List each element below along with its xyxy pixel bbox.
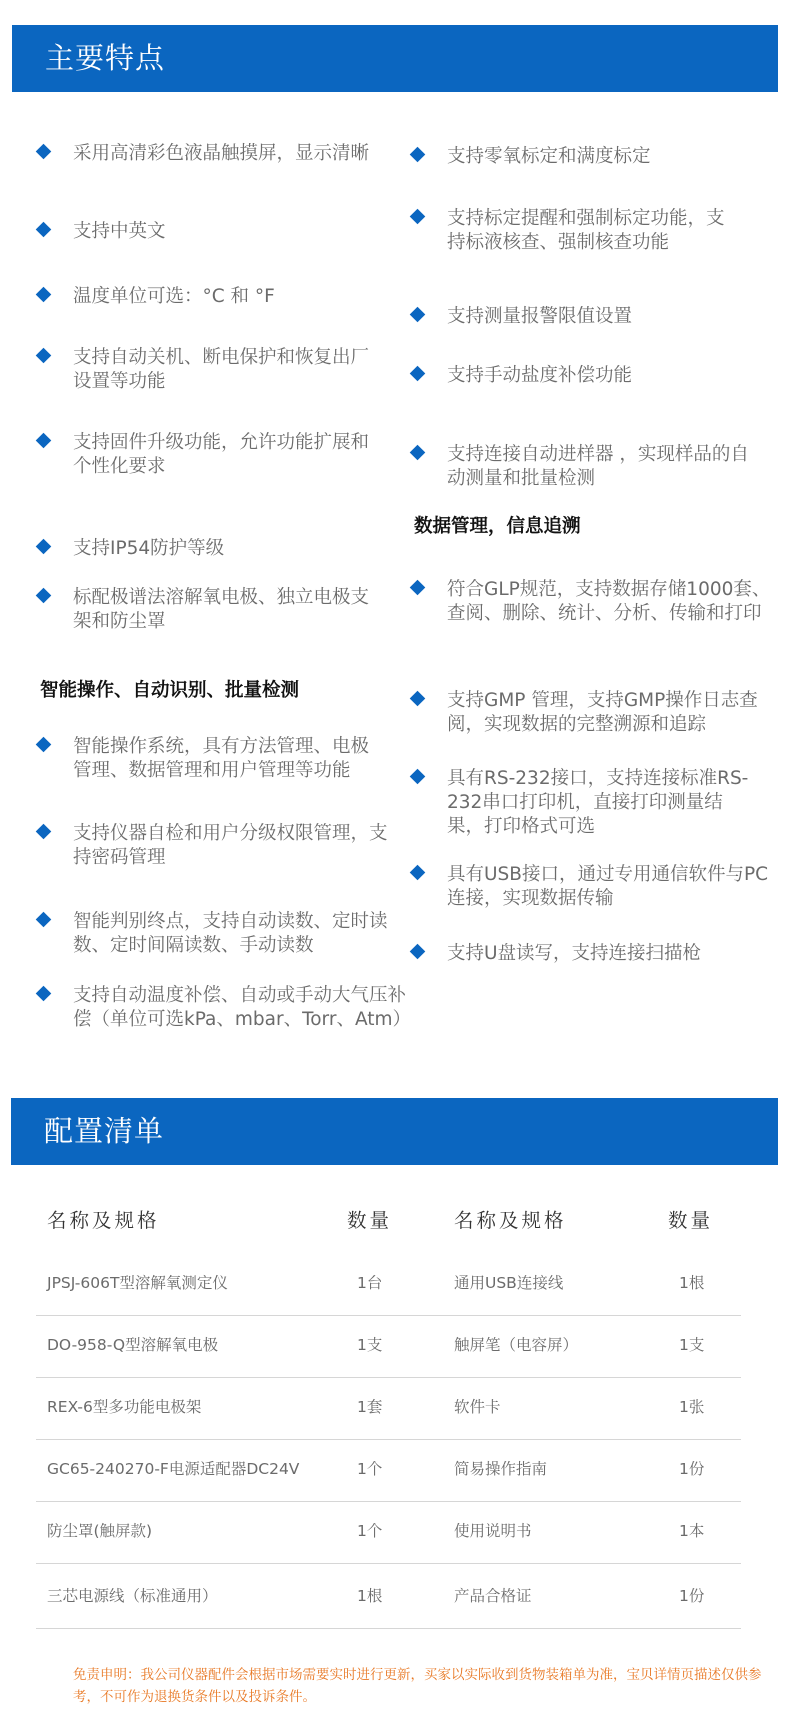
row-divider xyxy=(36,1563,741,1564)
feature-text: 支持标定提醒和强制标定功能，支持标液核查、强制核查功能 xyxy=(447,208,725,253)
item-name: 产品合格证 xyxy=(454,1587,532,1605)
item-name: DO-958-Q型溶解氧电极 xyxy=(47,1336,219,1354)
item-name: 三芯电源线（标准通用） xyxy=(47,1587,218,1605)
right-subheading: 数据管理，信息追溯 xyxy=(414,516,581,537)
feature-text: 支持自动关机、断电保护和恢复出厂设置等功能 xyxy=(73,347,370,392)
feature-text: 支持IP54防护等级 xyxy=(73,538,225,559)
item-name: 软件卡 xyxy=(454,1398,501,1416)
item-name: 触屏笔（电容屏） xyxy=(454,1336,579,1354)
item-qty: 1套 xyxy=(357,1398,383,1416)
features-banner xyxy=(12,25,778,92)
feature-text: 支持零氧标定和满度标定 xyxy=(447,146,651,167)
table-row xyxy=(36,1378,741,1440)
diamond-bullet-icon xyxy=(36,287,52,303)
diamond-bullet-icon xyxy=(410,307,426,323)
diamond-bullet-icon xyxy=(36,539,52,555)
features-title: 主要特点 xyxy=(45,41,166,75)
item-qty: 1根 xyxy=(357,1587,383,1605)
item-qty: 1本 xyxy=(679,1522,705,1540)
diamond-bullet-icon xyxy=(36,433,52,449)
header-qty-right: 数量 xyxy=(668,1209,714,1232)
item-qty: 1支 xyxy=(679,1336,705,1354)
feature-text: 智能判别终点，支持自动读数、定时读数、定时间隔读数、手动读数 xyxy=(73,911,388,956)
header-qty-left: 数量 xyxy=(347,1209,393,1232)
item-qty: 1个 xyxy=(357,1460,383,1478)
row-divider xyxy=(36,1628,741,1629)
item-qty: 1根 xyxy=(679,1274,705,1292)
header-name-left: 名称及规格 xyxy=(47,1209,160,1232)
diamond-bullet-icon xyxy=(36,588,52,604)
item-name: 通用USB连接线 xyxy=(454,1274,564,1292)
item-qty: 1台 xyxy=(357,1274,383,1292)
table-row xyxy=(36,1440,741,1502)
diamond-bullet-icon xyxy=(36,348,52,364)
feature-text: 支持中英文 xyxy=(73,221,166,242)
table-row xyxy=(36,1254,741,1316)
feature-text: 具有RS-232接口，支持连接标准RS-232串口打印机，直接打印测量结果，打印格式可选 xyxy=(447,768,749,837)
config-title: 配置清单 xyxy=(44,1114,165,1148)
feature-text: 符合GLP规范，支持数据存储1000套、查阅、删除、统计、分析、传输和打印 xyxy=(447,579,771,624)
item-qty: 1张 xyxy=(679,1398,705,1416)
diamond-bullet-icon xyxy=(36,144,52,160)
config-banner xyxy=(11,1098,778,1165)
diamond-bullet-icon xyxy=(36,737,52,753)
diamond-bullet-icon xyxy=(36,986,52,1002)
table-row xyxy=(36,1502,741,1564)
feature-text: 支持连接自动进样器 ，实现样品的自动测量和批量检测 xyxy=(447,444,749,489)
item-qty: 1份 xyxy=(679,1587,705,1605)
feature-text: 支持测量报警限值设置 xyxy=(447,306,633,327)
item-qty: 1个 xyxy=(357,1522,383,1540)
diamond-bullet-icon xyxy=(36,912,52,928)
table-row xyxy=(36,1567,741,1629)
header-name-right: 名称及规格 xyxy=(454,1209,567,1232)
item-name: 防尘罩(触屏款) xyxy=(47,1522,153,1540)
item-qty: 1支 xyxy=(357,1336,383,1354)
left-subheading: 智能操作、自动识别、批量检测 xyxy=(40,680,300,701)
item-name: 简易操作指南 xyxy=(454,1460,548,1478)
feature-text: 支持手动盐度补偿功能 xyxy=(447,365,633,386)
feature-text: 支持U盘读写，支持连接扫描枪 xyxy=(447,943,702,964)
diamond-bullet-icon xyxy=(36,222,52,238)
item-qty: 1份 xyxy=(679,1460,705,1478)
item-name: 使用说明书 xyxy=(454,1522,532,1540)
diamond-bullet-icon xyxy=(410,580,426,596)
feature-text: 具有USB接口，通过专用通信软件与PC连接，实现数据传输 xyxy=(447,864,769,909)
feature-text: 支持固件升级功能，允许功能扩展和个性化要求 xyxy=(73,432,370,477)
feature-text: 支持GMP 管理，支持GMP操作日志查阅，实现数据的完整溯源和追踪 xyxy=(447,690,758,735)
diamond-bullet-icon xyxy=(36,824,52,840)
feature-text: 温度单位可选：°C 和 °F xyxy=(73,286,275,307)
feature-text: 支持仪器自检和用户分级权限管理，支持密码管理 xyxy=(73,823,388,868)
item-name: REX-6型多功能电极架 xyxy=(47,1398,202,1416)
feature-text: 支持自动温度补偿、自动或手动大气压补偿（单位可选kPa、mbar、Torr、Atm） xyxy=(73,985,412,1030)
diamond-bullet-icon xyxy=(410,366,426,382)
diamond-bullet-icon xyxy=(410,865,426,881)
item-name: GC65-240270-F电源适配器DC24V xyxy=(47,1460,300,1478)
diamond-bullet-icon xyxy=(410,445,426,461)
feature-text: 智能操作系统，具有方法管理、电极管理、数据管理和用户管理等功能 xyxy=(73,736,370,781)
item-name: JPSJ-606T型溶解氧测定仪 xyxy=(47,1274,228,1292)
disclaimer-text: 免责申明：我公司仪器配件会根据市场需要实时进行更新，买家以实际收到货物装箱单为准，宝贝详情页描述仅供参考，不可作为退换货条件以及投诉条件。 xyxy=(73,1667,762,1705)
diamond-bullet-icon xyxy=(410,691,426,707)
feature-text: 标配极谱法溶解氧电极、独立电极支架和防尘罩 xyxy=(73,587,370,632)
table-row xyxy=(36,1316,741,1378)
feature-text: 采用高清彩色液晶触摸屏，显示清晰 xyxy=(73,143,370,164)
diamond-bullet-icon xyxy=(410,769,426,785)
